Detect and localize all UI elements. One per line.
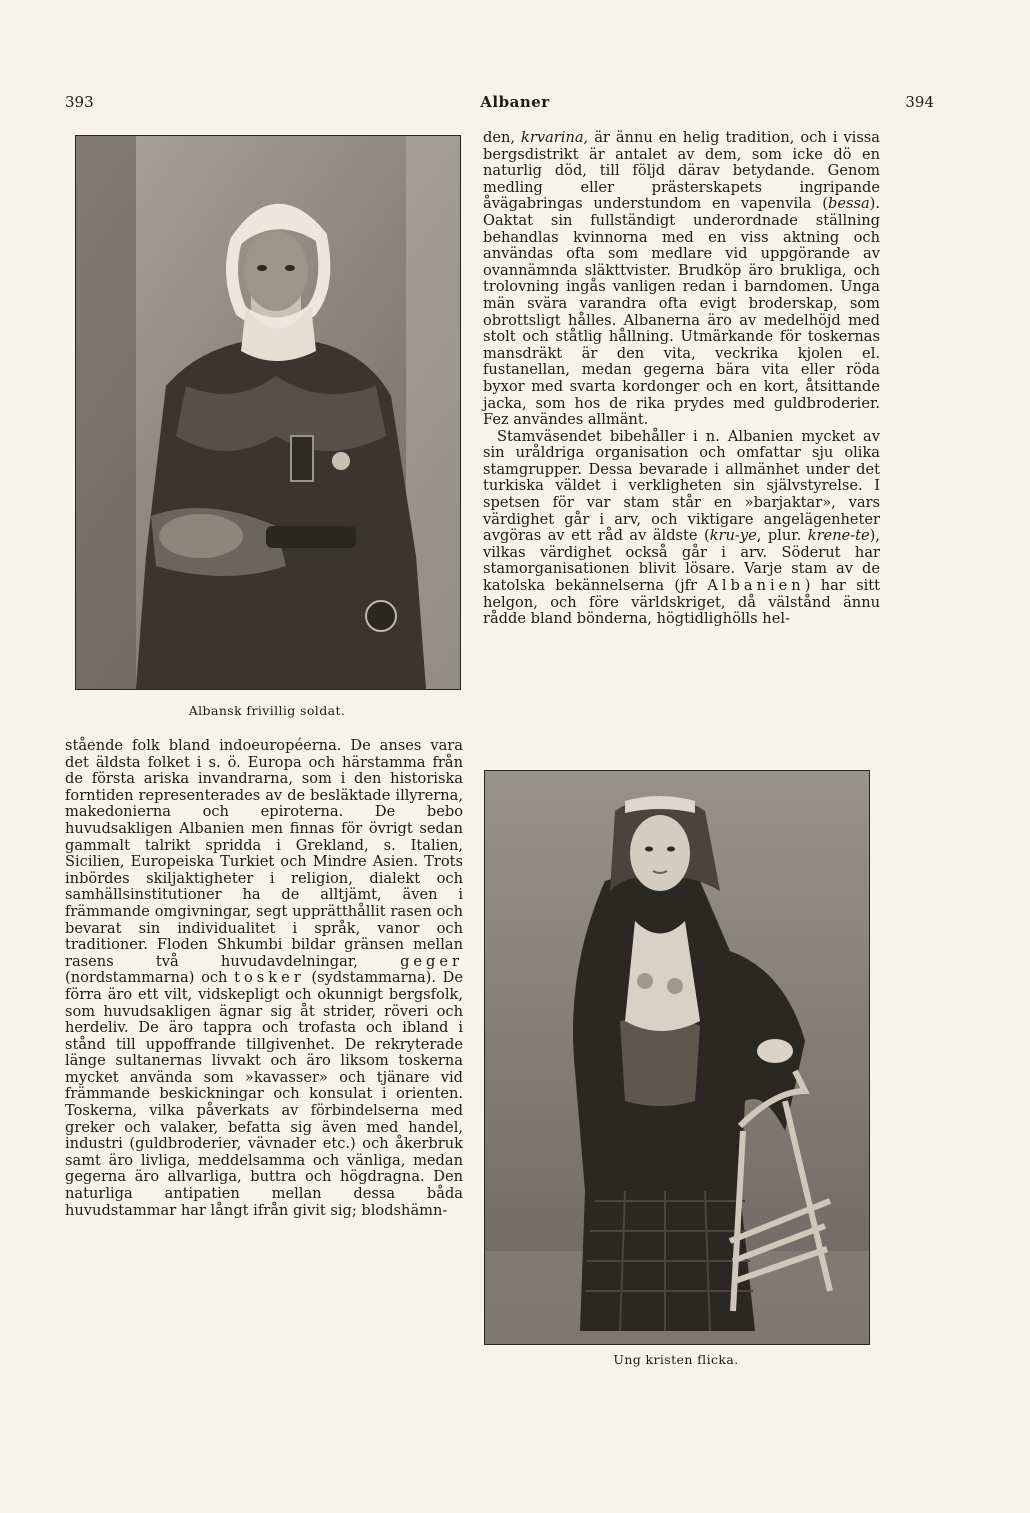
girl-photo	[484, 770, 870, 1345]
right-paragraph-1: den, krvarina, är ännu en helig tradition, och i vissa bergsdistrikt är antalet av dem, som icke dö en naturlig död, till följd därav betydande. Genom medling eller prästerskapets ingripande åvägabringas understundom en vapenvila (bessa). Oaktat sin fullständigt underordnade ställning behandlas kvinnorna med en viss aktning och användas ofta som medlare vid uppgörande av ovannämnda släkttvister. Brudköp äro brukliga, och trolovning ingås vanligen redan i barndomen. Unga män svära varandra ofta evigt broderskap, som obrottsligt hålles. Albanerna äro av medelhöjd med stolt och ståtlig hållning. Utmärkande för toskernas mansdräkt är den vita, veckrika kjolen el. fustanellan, medan gegerna bära vita eller röda byxor med svarta kordonger och en kort, åtsittande jacka, som hos de rika prydes med guldbroderier. Fez användes allmänt.	[483, 129, 880, 429]
girl-caption: Ung kristen flicka.	[613, 1352, 739, 1367]
right-page-number: 394	[905, 93, 934, 111]
left-column	[65, 738, 463, 1219]
left-page-number: 393	[65, 93, 94, 111]
right-column	[483, 130, 880, 628]
soldier-caption: Albansk frivillig soldat.	[188, 703, 346, 718]
soldier-photo	[75, 135, 461, 690]
right-paragraph-2: Stamväsendet bibehåller i n. Albanien mycket av sin uråldriga organisation och omfattar sju olika stamgrupper. Dessa bevarade i allmänhet under det turkiska väldet i verkligheten sin självstyrelse. I spetsen för var stam står en »barjaktar», vars värdighet går i arv, och viktigare angelägenheter avgöras av ett råd av äldste (kru-ye, plur. krene-te), vilkas värdighet också går i arv. Söderut har stamorganisationen blivit lösare. Varje stam av de katolska bekännelserna (jfr Albanien) har sitt helgon, och före världskriget, då välstånd ännu rådde bland bönderna, högtidlighölls hel-	[483, 427, 881, 628]
left-paragraph: stående folk bland indoeuropéerna. De anses vara det äldsta folket i s. ö. Europa och härstamma från de första ariska invandrarna, som i den historiska forntiden representerades av de besläktade illyrerna, makedonierna och epiroterna. De bebo huvudsakligen Albanien men finnas för övrigt sedan gammalt talrikt spridda i Grekland, s. Italien, Sicilien, Europeiska Turkiet och Mindre Asien. Trots inbördes skiljaktigheter i religion, dialekt och samhällsinstitutioner ha de alltjämt, även i främmande omgivningar, segt upprätthållit rasen och bevarat sin individualitet i språk, vanor och traditioner. Floden Shkumbi bildar gränsen mellan rasens två huvudavdelningar, geger (nordstammarna) och tosker (sydstammarna). De förra äro ett vilt, vidskepligt och okunnigt bergsfolk, som huvudsakligen ägnar sig åt strider, röveri och herdeliv. De äro tappra och trofasta och ibland i stånd till uppoffrande tillgivenhet. De rekryterade länge sultanernas livvakt och äro liksom toskerna mycket använda som »kavasser» och tjänare vid främmande beskickningar och konsulat i orienten. Toskerna, vilka påverkats av förbindelserna med greker och valaker, befatta sig även med handel, industri (guldbroderier, vävnader etc.) och åkerbruk samt äro livliga, meddelsamma och vänliga, medan gegerna äro allvarliga, buttra och högdragna. Den naturliga antipatien mellan dessa båda huvudstammar har långt ifrån givit sig; blodshämn-	[65, 737, 464, 1219]
page-title: Albaner	[480, 93, 550, 111]
